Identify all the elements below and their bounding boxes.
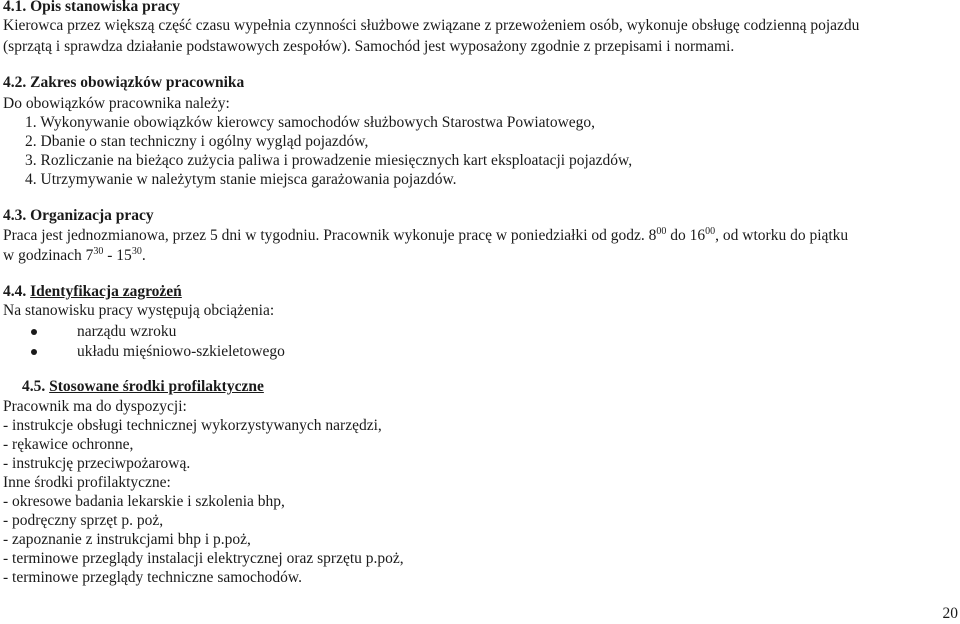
measure-item-3: - zapoznanie z instrukcjami bhp i p.poż, xyxy=(3,531,251,548)
work-hours-line-2: w godzinach $7^{30} - 15^{30}$. xyxy=(3,246,146,264)
duty-item-1: 1. Wykonywanie obowiązków kierowcy samochodów służbowych Starostwa Powiatowego, xyxy=(25,114,596,131)
measure-item-1: - okresowe badania lekarskie i szkolenia bhp, xyxy=(3,493,285,510)
measure-item-5: - terminowe przeglądy techniczne samochodów. xyxy=(3,569,302,586)
work-hours-line-1: Praca jest jednozmianowa, przez 5 dni w tygodniu. Pracownik wykonuje pracę w poniedziałki od godz. $8^{00}$ do $16^{00}$, od wtorku do piątku xyxy=(3,226,849,244)
section-4-2-intro: Do obowiązków pracownika należy: xyxy=(3,95,230,112)
measure-item-4: - terminowe przeglądy instalacji elektrycznej oraz sprzętu p.poż, xyxy=(3,550,404,567)
provision-item-3: - instrukcję przeciwpożarową. xyxy=(3,455,191,472)
page-number: 20 xyxy=(942,605,958,622)
duty-item-3: 3. Rozliczanie na bieżąco zużycia paliwa i prowadzenie miesięcznych kart eksploatacji pojazdów, xyxy=(25,152,633,169)
section-4-4-intro: Na stanowisku pracy występują obciążenia: xyxy=(3,302,275,319)
section-heading-4-2: 4.2. Zakres obowiązków pracownika xyxy=(3,74,245,91)
section-heading-4-5: 4.5. Stosowane środki profilaktyczne xyxy=(22,378,264,395)
provision-item-1: - instrukcje obsługi technicznej wykorzystywanych narzędzi, xyxy=(3,417,382,434)
duty-item-4: 4. Utrzymywanie w należytym stanie miejsca garażowania pojazdów. xyxy=(25,171,457,188)
provision-item-2: - rękawice ochronne, xyxy=(3,436,134,453)
section-heading-4-4: 4.4. Identyfikacja zagrożeń xyxy=(3,283,182,300)
duty-item-2: 2. Dbanie o stan techniczny i ogólny wygląd pojazdów, xyxy=(25,133,369,150)
section-heading-4-3: 4.3. Organizacja pracy xyxy=(3,207,154,224)
section-4-1-text-line-2: (sprzątą i sprawdza działanie podstawowych zespołów). Samochód jest wyposażony zgodnie z przepisami i normami. xyxy=(3,38,735,55)
bullet-icon xyxy=(31,329,37,335)
section-4-5-intro: Pracownik ma do dyspozycji: xyxy=(3,398,187,415)
section-4-1-text-line-1: Kierowca przez większą część czasu wypełnia czynności służbowe związane z przewożeniem osób, wykonuje obsługę codzienną pojazdu xyxy=(3,17,860,34)
measure-item-2: - podręczny sprzęt p. poż, xyxy=(3,512,164,529)
bullet-icon xyxy=(31,349,37,355)
section-4-5-intro-b: Inne środki profilaktyczne: xyxy=(3,474,171,491)
section-heading-4-1: 4.1. Opis stanowiska pracy xyxy=(3,0,180,15)
